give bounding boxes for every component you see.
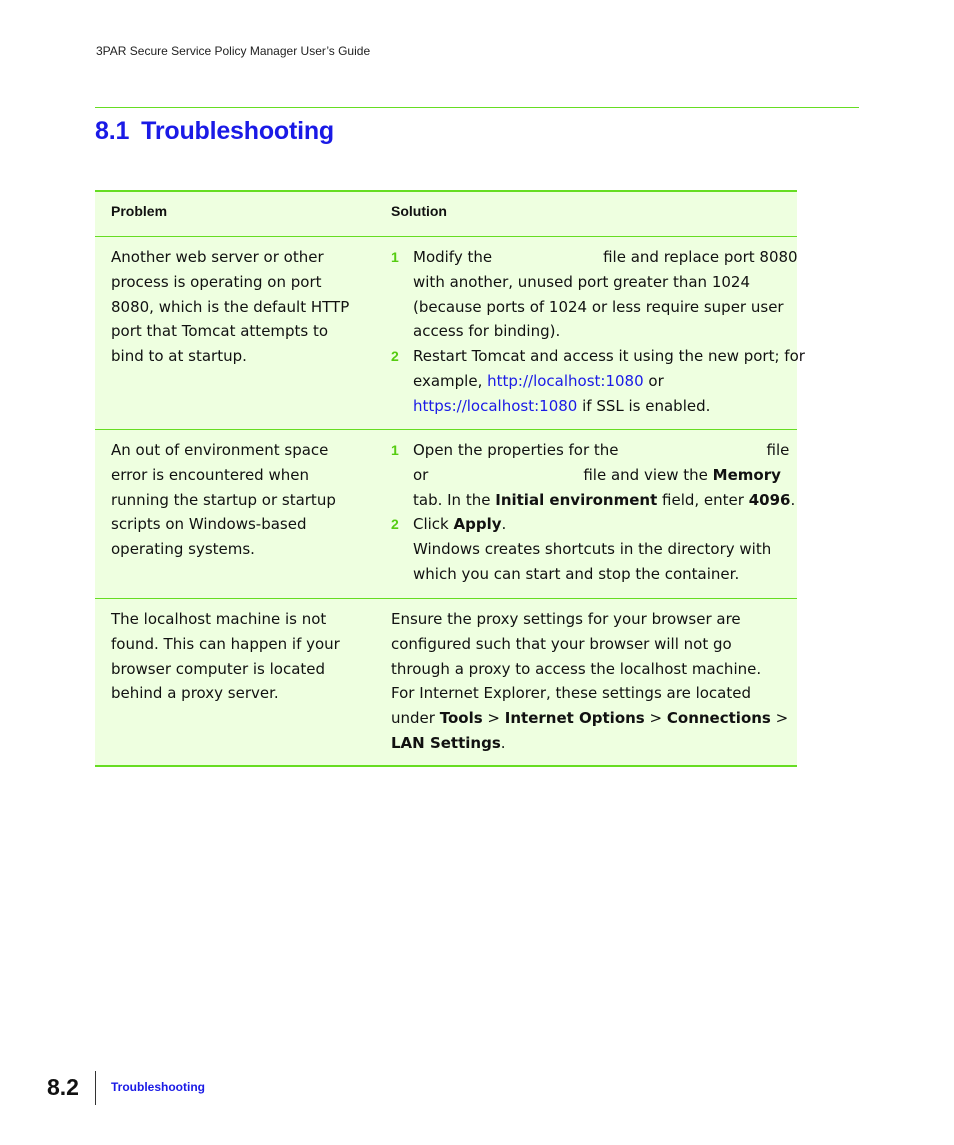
menu-separator: > xyxy=(775,709,789,728)
header-problem: Problem xyxy=(111,203,168,219)
header-solution: Solution xyxy=(391,203,447,219)
step-text: . xyxy=(501,515,507,534)
problem-line: Another web server or other xyxy=(111,248,324,266)
step-text: Open the properties for the xyxy=(413,441,619,459)
footer-section-label: Troubleshooting xyxy=(111,1080,205,1094)
problem-line: process is operating on port xyxy=(111,272,322,291)
problem-line: browser computer is located xyxy=(111,659,326,678)
solution-step xyxy=(391,512,793,586)
problem-line: behind a proxy server. xyxy=(111,684,279,703)
step-number: 1 xyxy=(391,442,399,458)
solution-text: For Internet Explorer, these settings are located xyxy=(391,684,751,703)
table-header-row xyxy=(95,192,797,237)
step-number: 2 xyxy=(391,348,399,365)
step-text: with another, unused port greater than 1024 xyxy=(413,272,751,291)
problem-cell xyxy=(111,607,361,706)
section-title-text: Troubleshooting xyxy=(141,117,334,145)
solution-step xyxy=(391,344,805,418)
problem-line: error is encountered when xyxy=(111,465,309,484)
apply-label: Apply xyxy=(453,515,502,534)
solution-step xyxy=(391,438,796,512)
menu-separator: > xyxy=(487,709,500,728)
step-text: which you can start and stop the container. xyxy=(413,564,740,583)
step-text: tab. In the xyxy=(413,490,491,509)
internet-options-label: Internet Options xyxy=(504,709,645,728)
step-text: Click xyxy=(413,515,449,534)
step-text: access for binding). xyxy=(413,322,561,341)
section-number: 8.1 xyxy=(95,117,130,145)
problem-line: port that Tomcat attempts to xyxy=(111,322,329,341)
problem-line: operating systems. xyxy=(111,540,255,559)
problem-cell xyxy=(111,245,361,369)
top-rule xyxy=(95,107,859,108)
page-number: 8.2 xyxy=(47,1074,79,1100)
step-text: Windows creates shortcuts in the directory with xyxy=(413,540,772,559)
solution-text: . xyxy=(500,733,506,752)
problem-line: The localhost machine is not xyxy=(111,610,327,628)
table-row xyxy=(95,430,797,599)
connections-label: Connections xyxy=(666,709,771,728)
localhost-https-link[interactable]: https://localhost:1080 xyxy=(413,396,578,415)
solution-text: configured such that your browser will not go xyxy=(391,634,732,653)
problem-line: An out of environment space xyxy=(111,441,329,459)
solution-text: through a proxy to access the localhost machine. xyxy=(391,659,762,678)
step-text: . xyxy=(790,490,796,509)
step-text: or xyxy=(648,371,664,390)
solution-cell xyxy=(391,607,793,756)
section-title xyxy=(95,117,334,146)
problem-cell xyxy=(111,438,361,562)
step-text: example, xyxy=(413,371,483,390)
step-text: Modify the xyxy=(413,248,493,266)
step-number: 2 xyxy=(391,516,399,533)
step-text: if SSL is enabled. xyxy=(582,396,711,415)
problem-line: running the startup or startup xyxy=(111,490,336,509)
problem-line: 8080, which is the default HTTP xyxy=(111,297,350,316)
lan-settings-label: LAN Settings xyxy=(391,733,501,752)
problem-line: scripts on Windows-based xyxy=(111,515,307,534)
step-number: 1 xyxy=(391,249,399,265)
step-text: file xyxy=(766,441,790,459)
step-text: field, enter xyxy=(662,490,744,509)
table-row xyxy=(95,599,797,765)
localhost-http-link[interactable]: http://localhost:1080 xyxy=(487,371,644,390)
running-header: 3PAR Secure Service Policy Manager User’s Guide xyxy=(96,44,371,58)
solution-text: under xyxy=(391,709,435,728)
solution-cell xyxy=(391,438,796,587)
step-text: Restart Tomcat and access it using the new port; for xyxy=(413,347,805,366)
step-text: or xyxy=(413,465,429,484)
solution-cell xyxy=(391,245,805,419)
problem-line: found. This can happen if your xyxy=(111,634,340,653)
step-text: file and replace port 8080 xyxy=(603,248,798,266)
step-text: file and view the xyxy=(583,465,708,484)
initial-environment-label: Initial environment xyxy=(495,490,658,509)
footer-divider xyxy=(95,1071,96,1105)
tools-menu-label: Tools xyxy=(439,709,483,728)
solution-text: Ensure the proxy settings for your browser are xyxy=(391,610,741,628)
troubleshooting-table xyxy=(95,190,805,767)
menu-separator: > xyxy=(649,709,663,728)
problem-line: bind to at startup. xyxy=(111,347,247,366)
solution-step xyxy=(391,245,798,344)
value-4096: 4096 xyxy=(748,490,791,509)
step-text: (because ports of 1024 or less require super user xyxy=(413,297,784,316)
memory-tab-label: Memory xyxy=(712,465,781,484)
table-row xyxy=(95,237,805,430)
